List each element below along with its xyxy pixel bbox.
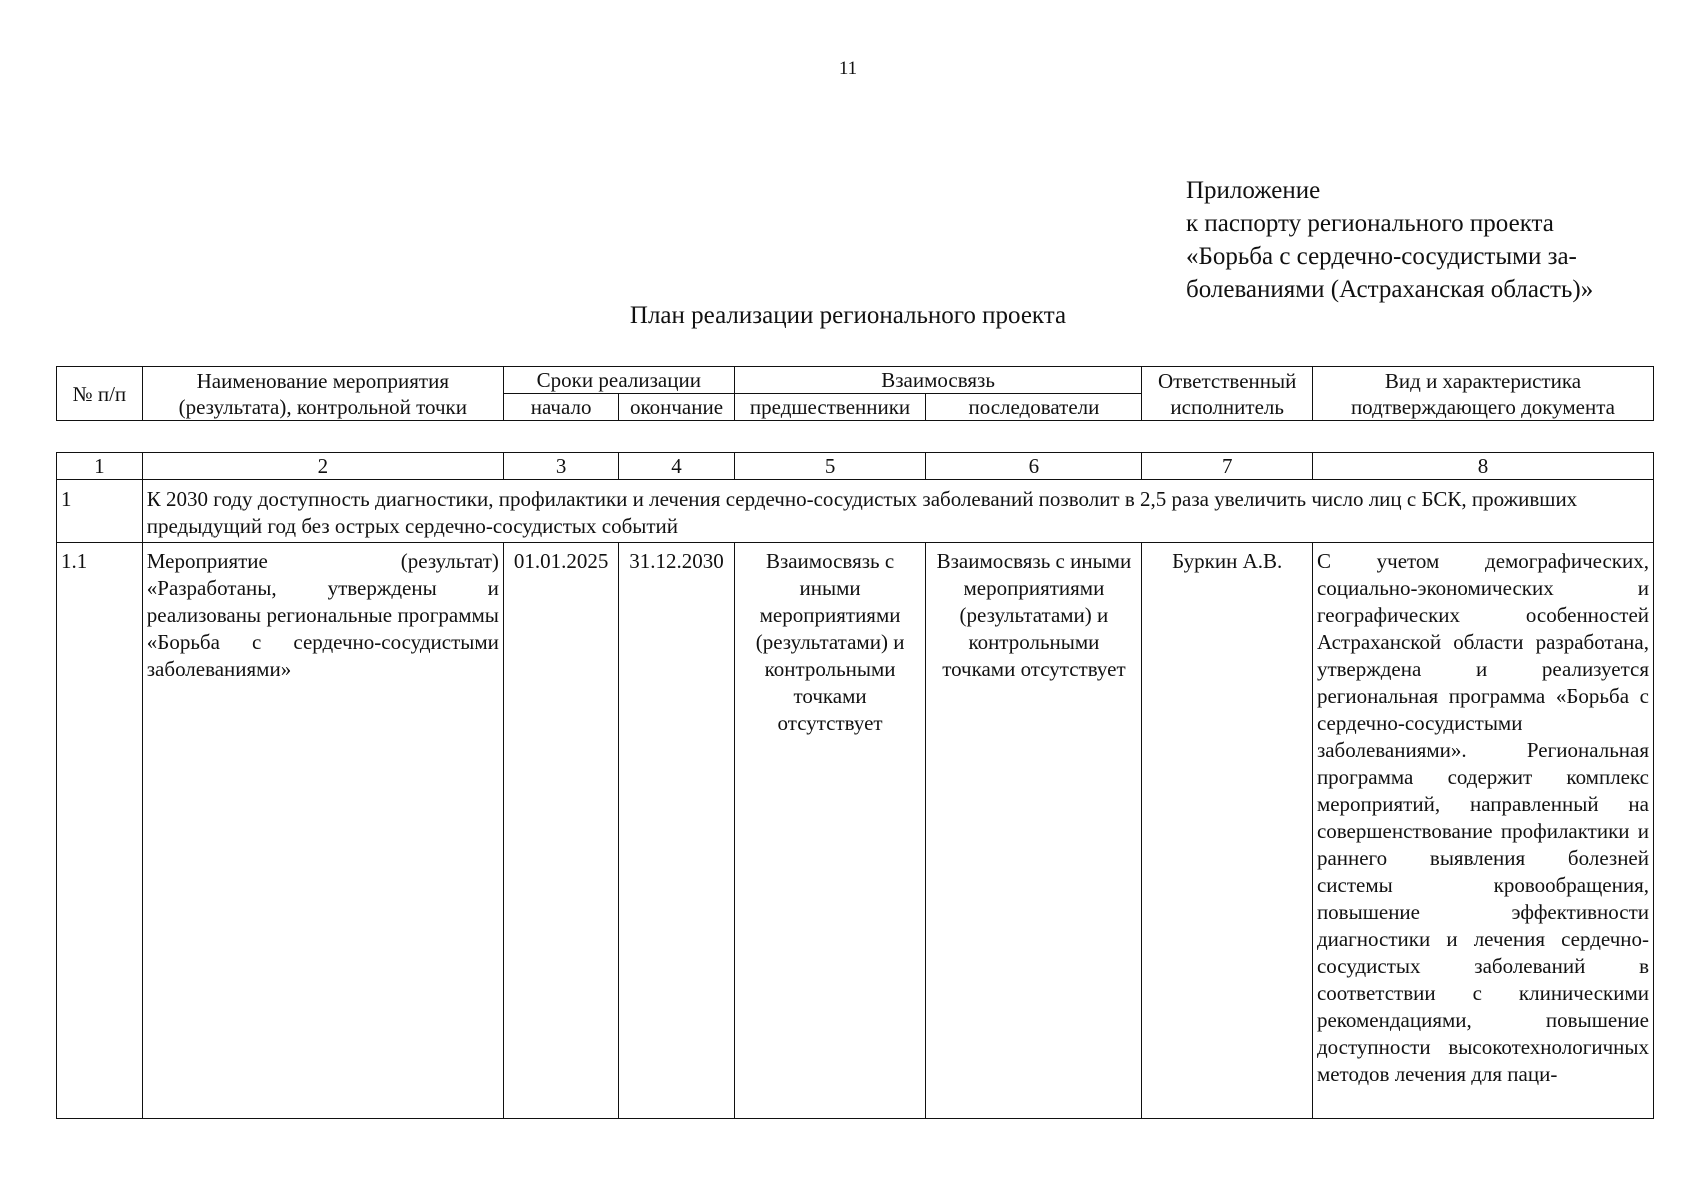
appendix-note	[1186, 174, 1666, 306]
column-number: 2	[142, 453, 503, 480]
column-number: 5	[734, 453, 926, 480]
header-executor: Ответственный исполнитель	[1142, 367, 1313, 421]
header-name: Наименование мероприятия (результата), контрольной точки	[142, 367, 503, 421]
header-start: начало	[503, 394, 618, 421]
header-relation: Взаимосвязь	[734, 367, 1142, 394]
column-number: 8	[1312, 453, 1653, 480]
page-number: 11	[838, 58, 858, 79]
column-numbers-row	[57, 453, 1654, 480]
header-table	[56, 366, 1654, 421]
table-row	[57, 543, 1654, 1119]
header-document: Вид и характеристика подтверждающего документа	[1312, 367, 1653, 421]
column-number: 7	[1142, 453, 1313, 480]
row-executor: Буркин А.В.	[1142, 543, 1313, 1119]
appendix-line: болеваниями (Астраханская область)»	[1186, 276, 1594, 303]
goal-number: 1	[57, 480, 143, 543]
column-number: 4	[619, 453, 734, 480]
column-number: 1	[57, 453, 143, 480]
header-successors: последователи	[926, 394, 1142, 421]
row-number: 1.1	[57, 543, 143, 1119]
column-number: 6	[926, 453, 1142, 480]
appendix-line: «Борьба с сердечно-сосудистыми за-	[1186, 243, 1577, 270]
header-predecessors: предшественники	[734, 394, 926, 421]
row-document: С учетом демографических, социально-экономических и географических особенностей Астраханской области разработана, утверждена и реализуется региональная программа «Борьба с сердечно-сосудистыми заболеваниями». Региональная программа содержит комплекс мероприятий, направленный на совершенствование профилактики и раннего выявления болезней системы кровообращения, повышение эффективности диагностики и лечения сердечно-сосудистых заболеваний в соответствии с клиническими рекомендациями, повышение доступности высокотехнологичных методов лечения для паци-	[1312, 543, 1653, 1119]
column-number: 3	[503, 453, 618, 480]
header-end: окончание	[619, 394, 734, 421]
plan-table	[56, 452, 1654, 1119]
row-event-name: Мероприятие (результат) «Разработаны, утверждены и реализованы региональные программы «Борьба с сердечно-сосудистыми заболеваниями»	[142, 543, 503, 1119]
plan-title: План реализации регионального проекта	[629, 302, 1067, 329]
goal-row	[57, 480, 1654, 543]
goal-text: К 2030 году доступность диагностики, профилактики и лечения сердечно-сосудистых заболеваний позволит в 2,5 раза увеличить число лиц с БСК, проживших предыдущий год без острых сердечно-сосудистых событий	[142, 480, 1653, 543]
row-predecessors: Взаимосвязь с иными мероприятиями (результатами) и контрольными точками отсутствует	[734, 543, 926, 1119]
appendix-line: Приложение	[1186, 177, 1321, 204]
appendix-line: к паспорту регионального проекта	[1186, 210, 1554, 237]
row-successors: Взаимосвязь с иными мероприятиями (результатами) и контрольными точками отсутствует	[926, 543, 1142, 1119]
header-terms: Сроки реализации	[503, 367, 734, 394]
row-start-date: 01.01.2025	[503, 543, 618, 1119]
row-end-date: 31.12.2030	[619, 543, 734, 1119]
header-num: № п/п	[57, 367, 143, 421]
